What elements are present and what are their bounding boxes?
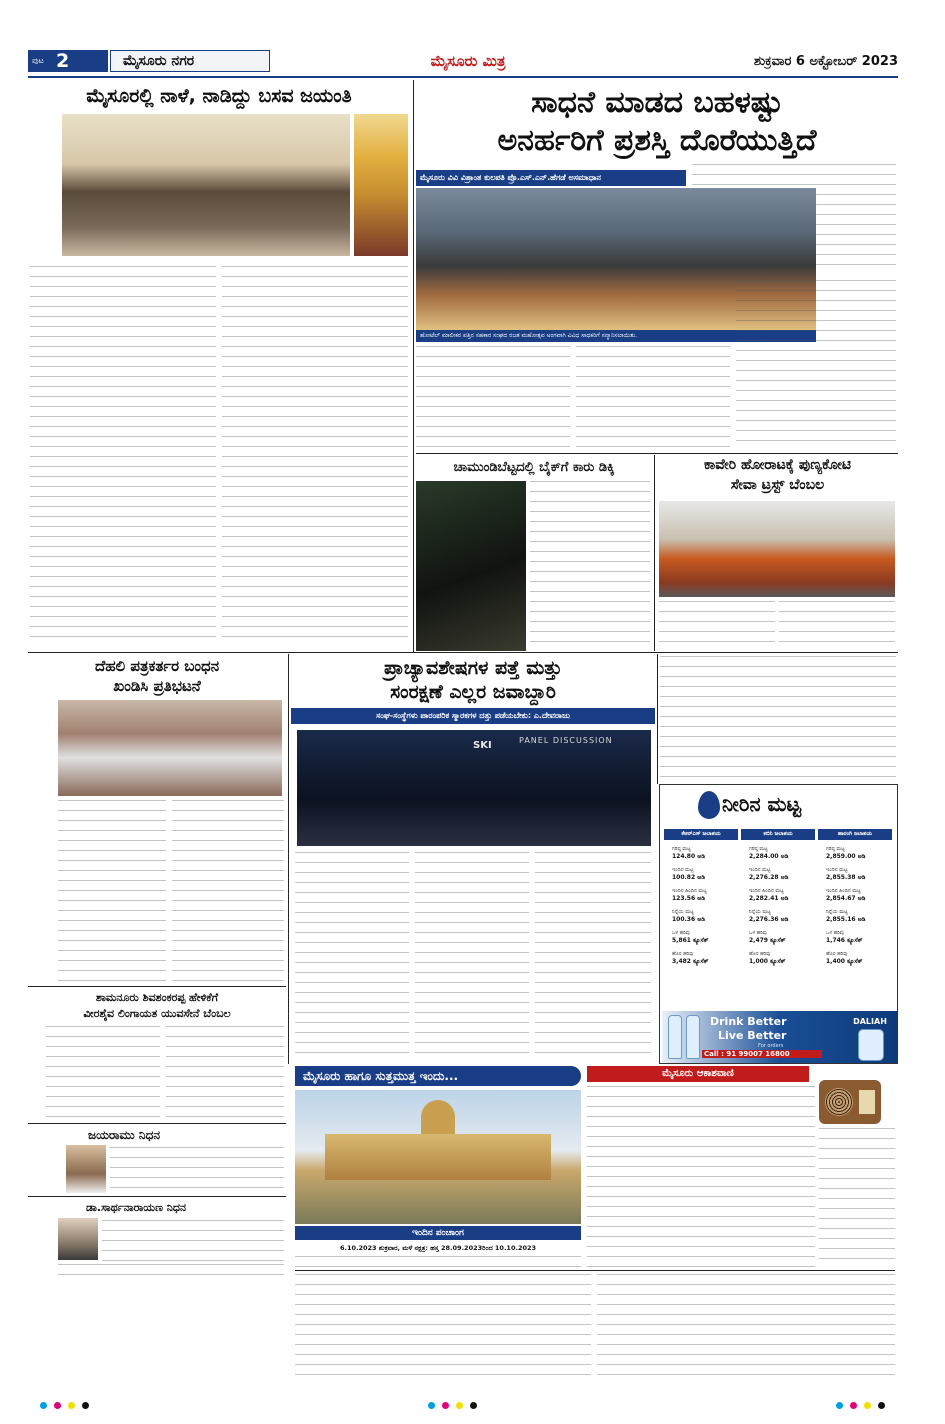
dam-row-value: 2,479 ಕ್ಯೂಸೆಕ್ [749, 937, 786, 944]
dam-column [818, 829, 892, 1009]
obit-body [110, 1147, 284, 1193]
article-body-col1 [46, 1026, 160, 1120]
h-divider-award [416, 453, 898, 454]
article-body-col2 [576, 346, 730, 450]
dam-row-value: 1,000 ಕ್ಯೂಸೆಕ್ [749, 958, 786, 965]
palace-body [325, 1134, 551, 1180]
palace-dome [421, 1100, 455, 1134]
registration-marks-right [836, 1402, 906, 1412]
vertical-divider [413, 80, 414, 652]
panchanga-line: 6.10.2023 ಶುಕ್ರವಾರ, ಮಳೆ ನಕ್ಷತ್ರ: ಹಸ್ತ 28.09.2023ರಿಂದ 10.10.2023 [339, 1244, 537, 1252]
panel-photo [297, 730, 651, 846]
article-body-col3 [736, 280, 896, 450]
dam-row-label: ಹೊರ ಹರಿವು [826, 951, 848, 957]
radio-icon [819, 1080, 881, 1124]
obit-photo [66, 1145, 106, 1193]
obituary-sarthanarayana [28, 1198, 286, 1378]
radio-schedule [587, 1086, 815, 1268]
page-label: ಪುಟ [32, 56, 44, 65]
dam-name: ಹಾರಂಗಿ ಜಲಾಶಯ [818, 829, 892, 840]
water-advertisement [662, 1011, 897, 1063]
dam-row-value: 1,400 ಕ್ಯೂಸೆಕ್ [826, 958, 863, 965]
radio-title-bar: ಮೈಸೂರು ಆಕಾಶವಾಣಿ [587, 1066, 809, 1082]
dam-row-label: ನಿನ್ನೆಯ ಮಟ್ಟ [749, 909, 771, 915]
dam-row-label: ಗರಿಷ್ಠ ಮಟ್ಟ [826, 846, 845, 852]
bottle-icon [858, 1029, 884, 1061]
registration-marks-left [40, 1402, 110, 1412]
radio-dial [859, 1090, 875, 1114]
bottle-icon [668, 1015, 682, 1059]
h-divider-obit1 [28, 1123, 286, 1124]
dam-row-value: 2,276.28 ಅಡಿ [749, 874, 789, 881]
today-section [291, 1066, 898, 1382]
dam-row-value: 100.36 ಅಡಿ [672, 916, 705, 923]
dam-row-label: ಗರಿಷ್ಠ ಮಟ್ಟ [749, 846, 768, 852]
headline-line-2: ವೀರಶೈವ ಲಿಂಗಾಯತ ಯುವಸೇನೆ ಬೆಂಬಲ [83, 1007, 231, 1020]
dam-row-value: 2,859.00 ಅಡಿ [826, 853, 866, 860]
obituary-jayaramu [28, 1125, 286, 1195]
issue-date: ಶುಕ್ರವಾರ 6 ಅಕ್ಟೋಬರ್ 2023 [753, 54, 898, 69]
vertical-divider-2 [654, 455, 655, 651]
headline-line-1: ಶಾಮನೂರು ಶಿವಶಂಕರಪ್ಪ ಹೇಳಿಕೆಗೆ [95, 991, 219, 1004]
article-body [530, 481, 650, 649]
headline-line-2: ಸೇವಾ ಟ್ರಸ್ಟ್ ಬೆಂಬಲ [730, 477, 825, 493]
dam-row-value: 2,855.16 ಅಡಿ [826, 916, 866, 923]
dam-name: ಕೆಆರ್‌ಎಸ್ ಜಲಾಶಯ [664, 829, 738, 840]
header [28, 48, 898, 74]
events-col2 [597, 1274, 895, 1378]
article-body-col2 [222, 266, 408, 644]
headline-line-1: ಪ್ರಾಚ್ಯಾವಶೇಷಗಳ ಪತ್ತೆ ಮತ್ತು [383, 657, 563, 679]
section-name: ಮೈಸೂರು ನಗರ [110, 50, 270, 72]
page-number: 2 [56, 50, 70, 72]
h-divider-shamanur [28, 986, 286, 987]
article-body-col2 [166, 1026, 284, 1120]
photo-banner-text: PANEL DISCUSSION [519, 736, 613, 745]
dam-row-value: 100.82 ಅಡಿ [672, 874, 705, 881]
panchanga-title: ಇಂದಿನ ಪಂಚಾಂಗ [295, 1226, 581, 1240]
story-artifacts [291, 654, 655, 1064]
cauvery-body-continued [660, 656, 896, 780]
dam-row-value: 2,284.00 ಅಡಿ [749, 853, 789, 860]
page-number-badge [28, 50, 108, 72]
headline-line-2: ಅನರ್ಹರಿಗೆ ಪ್ರಶಸ್ತಿ ದೊರೆಯುತ್ತಿದೆ [497, 123, 817, 158]
headline: ಮೈಸೂರಲ್ಲಿ ನಾಳೆ, ನಾಡಿದ್ದು ಬಸವ ಜಯಂತಿ [86, 85, 352, 107]
article-body-col2 [415, 852, 529, 1062]
story-shamanur [28, 988, 286, 1122]
dam-table [664, 829, 895, 1009]
dam-column [741, 829, 815, 1009]
dam-name: ಕಬಿನಿ ಜಲಾಶಯ [741, 829, 815, 840]
dam-row-value: 5,861 ಕ್ಯೂಸೆಕ್ [672, 937, 709, 944]
water-level-box [659, 784, 898, 1064]
ad-phone: Call : 91 99007 16800 [702, 1050, 822, 1058]
dam-row-value: 2,855.38 ಅಡಿ [826, 874, 866, 881]
article-body-col1 [659, 601, 775, 649]
mysore-palace-photo [295, 1090, 581, 1224]
events-col1 [295, 1274, 591, 1378]
ad-for-orders: For orders [758, 1043, 784, 1049]
panchanga-body [295, 1256, 581, 1268]
headline: ಚಾಮುಂಡಿಬೆಟ್ಟದಲ್ಲಿ ಬೈಕ್‌ಗೆ ಕಾರು ಡಿಕ್ಕಿ [453, 460, 615, 475]
dam-row-label: ನಿನ್ನೆಯ ಮಟ್ಟ [826, 909, 848, 915]
basava-portrait [354, 114, 408, 256]
story-award [416, 80, 898, 452]
radio-speaker [825, 1088, 853, 1116]
ad-tagline-1: Drink Better [710, 1015, 787, 1028]
photo-caption: ಹೋಟೆಲ್ ಮಾಲೀಕರ ಪತ್ತಿನ ಸಹಕಾರ ಸಂಘದ ರಜತ ಮಹೋತ್ಸವ ಅಂಗವಾಗಿ ವಿವಿಧ ಸಾಧಕರಿಗೆ ಸನ್ಮಾನಿಸಲಾಯಿತು. [416, 330, 816, 342]
today-title-bar: ಮೈಸೂರು ಹಾಗೂ ಸುತ್ತಮುತ್ತ ಇಂದು... [295, 1066, 581, 1086]
headline-line-2: ಸಂರಕ್ಷಣೆ ಎಲ್ಲರ ಜವಾಬ್ದಾರಿ [390, 681, 556, 703]
obit-title: ಡಾ.ಸಾರ್ಥನಾರಾಯಣ ನಿಧನ [86, 1201, 187, 1214]
article-body-col3 [535, 852, 651, 1062]
photo-banner-logo: SKI [473, 740, 492, 751]
headline-line-1: ದೆಹಲಿ ಪತ್ರಕರ್ತರ ಬಂಧನ [94, 657, 220, 675]
obit-photo [58, 1218, 98, 1260]
dam-row-label: ಒಳ ಹರಿವು [672, 930, 690, 936]
journalists-body-col1 [58, 800, 166, 984]
dam-row-value: 123.56 ಅಡಿ [672, 895, 705, 902]
event-photo [62, 114, 350, 256]
obit-body [102, 1220, 284, 1262]
accident-photo [416, 481, 526, 651]
water-level-title: ನೀರಿನ ಮಟ್ಟ [722, 792, 802, 816]
today-divider [295, 1270, 895, 1271]
dam-row-label: ಇಂದಿನ ಮಟ್ಟ [672, 867, 694, 873]
dam-row-value: 2,276.36 ಅಡಿ [749, 916, 789, 923]
story-accident [416, 455, 652, 651]
article-body-col1 [30, 266, 216, 644]
headline-line-2: ಖಂಡಿಸಿ ಪ್ರತಿಭಟನೆ [113, 677, 201, 695]
protest-photo [659, 501, 895, 597]
ad-brand: DALIAH [853, 1017, 887, 1026]
headline-line-1: ಕಾವೇರಿ ಹೋರಾಟಕ್ಕೆ ಪುಣ್ಯಕೋಟಿ [703, 457, 852, 473]
dam-row-label: ಇಂದಿನ ಮಟ್ಟ [749, 867, 771, 873]
dam-row-value: 2,282.41 ಅಡಿ [749, 895, 789, 902]
bottle-icon [686, 1015, 700, 1059]
dam-row-label: ಇಂದಿನ ಹಿಂದಿನ ಮಟ್ಟ [826, 888, 861, 894]
dam-row-label: ಒಳ ಹರಿವು [749, 930, 767, 936]
dam-row-label: ನಿನ್ನೆಯ ಮಟ್ಟ [672, 909, 694, 915]
registration-marks-center [428, 1402, 498, 1412]
dam-row-label: ಇಂದಿನ ಹಿಂದಿನ ಮಟ್ಟ [672, 888, 707, 894]
vertical-divider-4 [657, 654, 658, 784]
dam-row-value: 2,854.67 ಅಡಿ [826, 895, 866, 902]
radio-schedule-right [819, 1128, 895, 1268]
ad-tagline-2: Live Better [718, 1029, 787, 1042]
article-body-col1 [416, 346, 570, 450]
header-divider [28, 76, 898, 78]
vertical-divider-3 [288, 654, 289, 1064]
dam-row-label: ಗರಿಷ್ಠ ಮಟ್ಟ [672, 846, 691, 852]
story-cauvery [657, 455, 898, 651]
dam-row-label: ಇಂದಿನ ಮಟ್ಟ [826, 867, 848, 873]
h-divider-mid [28, 652, 898, 653]
dam-row-value: 3,482 ಕ್ಯೂಸೆಕ್ [672, 958, 709, 965]
dam-row-value: 124.80 ಅಡಿ [672, 853, 705, 860]
dam-column [664, 829, 738, 1009]
dam-row-label: ಇಂದಿನ ಹಿಂದಿನ ಮಟ್ಟ [749, 888, 784, 894]
story-basava-jayanthi [28, 80, 410, 650]
dam-row-label: ಒಳ ಹರಿವು [826, 930, 844, 936]
kicker: ಮೈಸೂರು ವಿವಿ ವಿಶ್ರಾಂತ ಕುಲಪತಿ ಪ್ರೊ.ಎಸ್.ಎನ್.ಹೆಗಡೆ ಅಸಮಾಧಾನ [416, 170, 686, 186]
article-body-col1 [295, 852, 409, 1062]
headline-line-1: ಸಾಧನೆ ಮಾಡದ ಬಹಳಷ್ಟು [531, 85, 783, 120]
dam-row-label: ಹೊರ ಹರಿವು [672, 951, 694, 957]
article-body-col2 [779, 601, 895, 649]
masthead-logo: ಮೈಸೂರು ಮಿತ್ರ [430, 52, 506, 70]
dam-row-label: ಹೊರ ಹರಿವು [749, 951, 771, 957]
obit-title: ಜಯರಾಮು ನಿಧನ [88, 1128, 161, 1142]
journalists-body-col2 [172, 800, 284, 984]
h-divider-obit2 [28, 1196, 286, 1197]
kicker: ಸಂಘ-ಸಂಸ್ಥೆಗಳು ಪಾರಂಪರಿಕ ಸ್ಮಾರಕಗಳ ದತ್ತು ಪಡೆಯಬೇಕು: ಎ.ದೇವರಾಜು [291, 708, 655, 724]
water-drop-icon [698, 791, 720, 819]
journalists-photo [58, 700, 282, 796]
dam-row-value: 1,746 ಕ್ಯೂಸೆಕ್ [826, 937, 863, 944]
obit-body-continued [58, 1264, 284, 1276]
